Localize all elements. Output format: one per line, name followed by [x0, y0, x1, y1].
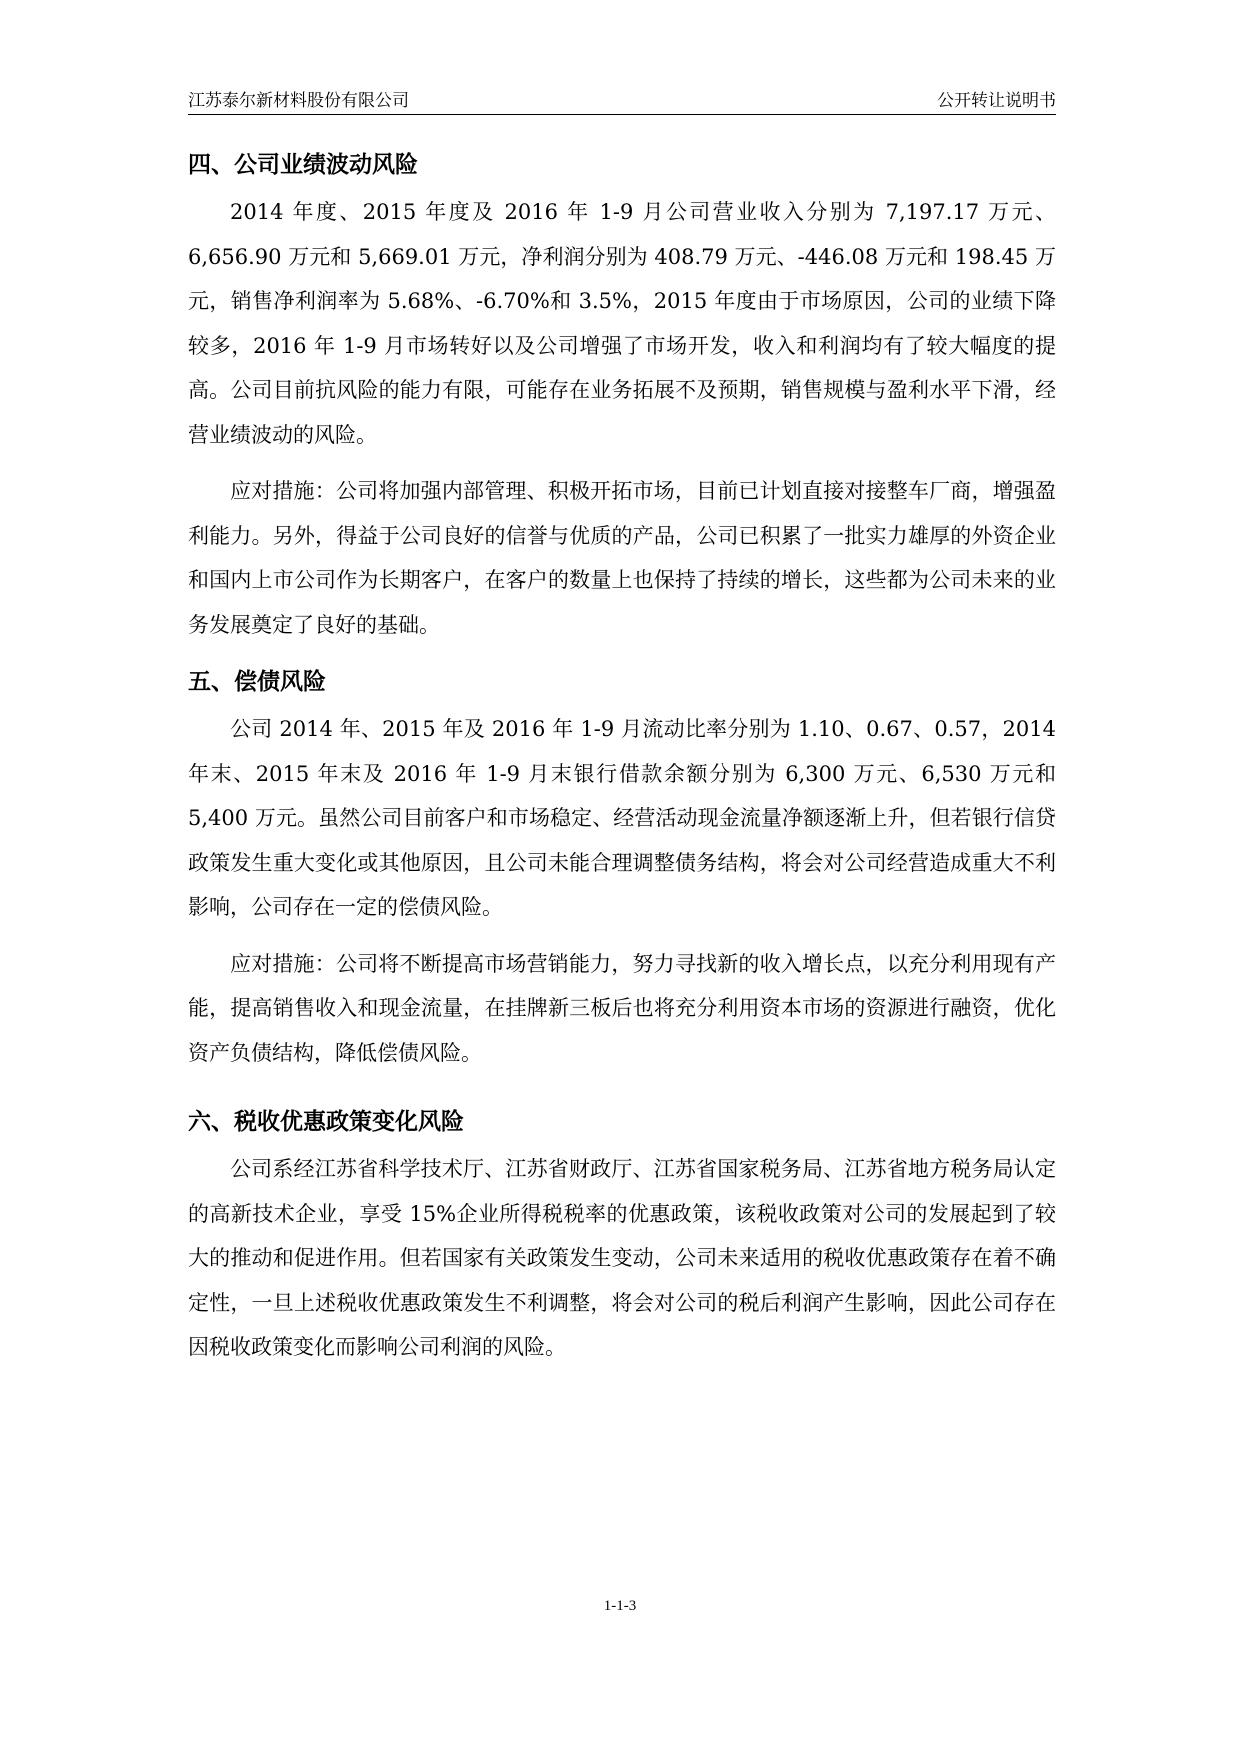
section-debt-risk	[188, 665, 1056, 1075]
paragraph: 公司 2014 年、2015 年及 2016 年 1-9 月流动比率分别为 1.10、0.67、0.57，2014 年末、2015 年末及 2016 年 1-9 月末银行借款余额分别为 6,300 万元、6,530 万元和 5,400 万元。虽然公司目前客户和市场稳定、经营活动现金流量净额逐渐上升，但若银行信贷政策发生重大变化或其他原因，且公司未能合理调整债务结构，将会对公司经营造成重大不利影响，公司存在一定的偿债风险。	[188, 717, 1056, 919]
section-title: 六、税收优惠政策变化风险	[188, 1109, 464, 1135]
section-performance-risk	[188, 148, 1056, 647]
page-header	[188, 88, 1056, 115]
paragraph: 应对措施：公司将不断提高市场营销能力，努力寻找新的收入增长点，以充分利用现有产能，提高销售收入和现金流量，在挂牌新三板后也将充分利用资本市场的资源进行融资，优化资产负债结构，降低偿债风险。	[188, 951, 1056, 1065]
section-title: 四、公司业绩波动风险	[188, 152, 418, 178]
paragraph: 应对措施：公司将加强内部管理、积极开拓市场，目前已计划直接对接整车厂商，增强盈利能力。另外，得益于公司良好的信誉与优质的产品，公司已积累了一批实力雄厚的外资企业和国内上市公司作为长期客户，在客户的数量上也保持了持续的增长，这些都为公司未来的业务发展奠定了良好的基础。	[188, 479, 1056, 637]
section-title: 五、偿债风险	[188, 669, 326, 695]
section-tax-policy-risk	[188, 1105, 1056, 1370]
header-document-type: 公开转让说明书	[937, 91, 1056, 111]
paragraph: 2014 年度、2015 年度及 2016 年 1-9 月公司营业收入分别为 7,197.17 万元、6,656.90 万元和 5,669.01 万元，净利润分别为 408.79 万元、-446.08 万元和 198.45 万元，销售净利润率为 5.68%、-6.70%和 3.5%，2015 年度由于市场原因，公司的业绩下降较多，2016 年 1-9 月市场转好以及公司增强了市场开发，收入和利润均有了较大幅度的提高。公司目前抗风险的能力有限，可能存在业务拓展不及预期，销售规模与盈利水平下滑，经营业绩波动的风险。	[188, 200, 1056, 447]
paragraph: 公司系经江苏省科学技术厅、江苏省财政厅、江苏省国家税务局、江苏省地方税务局认定的高新技术企业，享受 15%企业所得税税率的优惠政策，该税收政策对公司的发展起到了较大的推动和促进作用。但若国家有关政策发生变动，公司未来适用的税收优惠政策存在着不确定性，一旦上述税收优惠政策发生不利调整，将会对公司的税后利润产生影响，因此公司存在因税收政策变化而影响公司利润的风险。	[188, 1157, 1056, 1359]
header-company-name: 江苏泰尔新材料股份有限公司	[188, 91, 409, 111]
page-number: 1-1-3	[603, 1598, 637, 1614]
